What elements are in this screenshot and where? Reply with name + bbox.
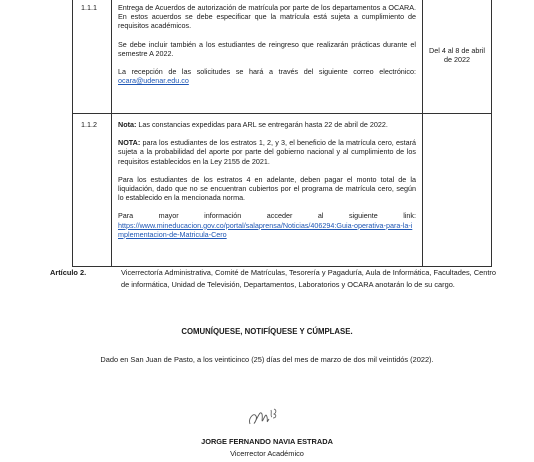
date-line: Del 4 al 8 de abril [429, 45, 485, 55]
item-description [112, 114, 423, 267]
reception-paragraph [118, 67, 416, 85]
dado-text: Dado en San Juan de Pasto, a los veinticinco (25) días del mes de marzo de dos mil veintidós (2022). [100, 355, 434, 364]
email-link[interactable]: ocara@udenar.edu.co [118, 76, 189, 86]
paragraph: Entrega de Acuerdos de autorización de matrícula por parte de los departamentos a OCARA. En estos acuerdos se debe especificar que la matrícula está sujeta a cumplimiento de requisitos académicos. [118, 3, 416, 31]
requirements-table [72, 0, 492, 267]
table-row [73, 0, 492, 114]
nota-paragraph [118, 138, 416, 166]
nota-text: Las constancias expedidas para ARL se entregarán hasta 22 de abril de 2022. [136, 120, 388, 129]
empty-date-cell [423, 114, 492, 267]
article-text: Vicerrectoría Administrativa, Comité de Matrículas, Tesorería y Pagaduría, Aula de Informática, Facultades, Centro de informática, Unidad de Televisión, Departamentos, Laboratorios y OCARA anotarán lo de su cargo. [121, 268, 496, 290]
signature-image [244, 404, 284, 428]
date-line: de 2022 [444, 55, 470, 64]
info-text: Para mayor información acceder al siguiente link: [118, 211, 416, 221]
reception-text: La recepción de las solicitudes se hará a través del siguiente correo electrónico: [118, 67, 416, 77]
nota-label: Nota: [118, 120, 137, 129]
paragraph: Para los estudiantes de los estratos 4 en adelante, deben pagar el monto total de la liquidación, dado que no se encuentran cubiertos por el programa de matrícula cero, según lo establecido en la mencionada norma. [118, 174, 416, 203]
info-paragraph [118, 211, 416, 239]
nota-text: para los estudiantes de los estratos 1, 2, y 3, el beneficio de la matrícula cero, estará sujeta a la probabilidad del aporte por parte del gobierno nacional y al cumplimiento de los requisitos establecidos en la Ley 2155 de 2021. [118, 138, 416, 166]
paragraph: Se debe incluir también a los estudiantes de reingreso que realizarán prácticas durante el semestre A 2022. [118, 39, 416, 58]
item-number: 1.1.2 [73, 114, 112, 267]
item-number: 1.1.1 [73, 0, 112, 114]
info-link[interactable]: https://www.mineducacion.gov.co/portal/salaprensa/Noticias/406294:Guia-operativa-para-la-implementacion-de-Matricula-Cero [118, 220, 413, 239]
signer-name: JORGE FERNANDO NAVIA ESTRADA [201, 437, 333, 446]
nota-paragraph [118, 120, 416, 129]
table-row [73, 114, 492, 267]
nota-label: NOTA: [118, 138, 141, 148]
comuniquese-heading: COMUNÍQUESE, NOTIFÍQUESE Y CÚMPLASE. [181, 327, 353, 336]
item-description [112, 0, 423, 114]
article-label: Artículo 2. [50, 268, 87, 277]
item-date [423, 0, 492, 114]
signer-role: Vicerrector Académico [230, 449, 304, 458]
